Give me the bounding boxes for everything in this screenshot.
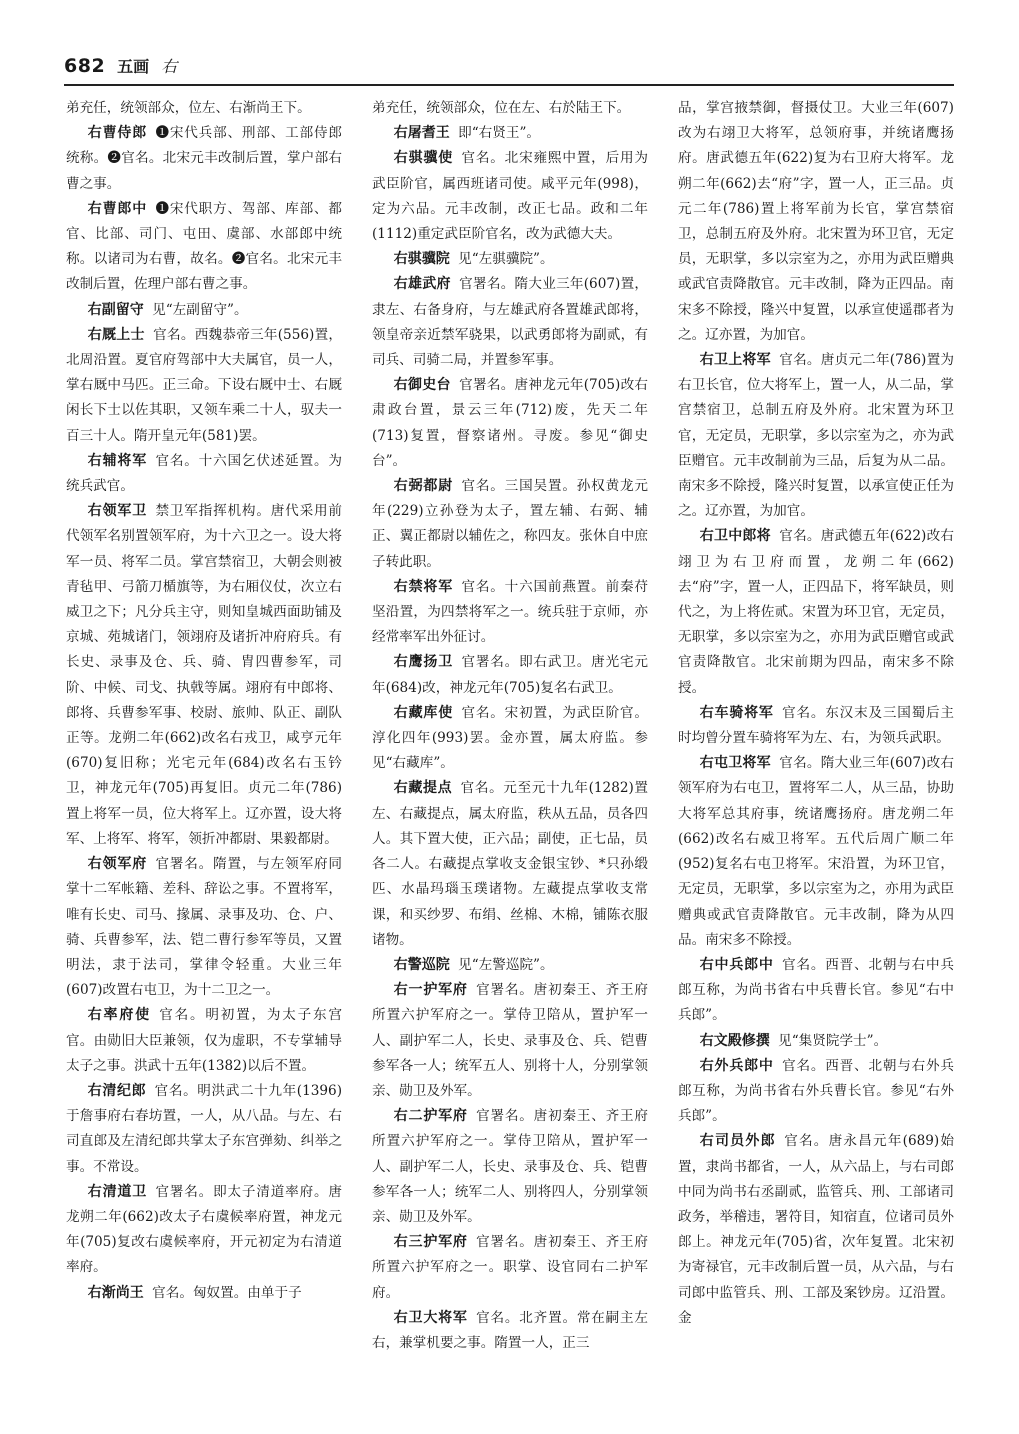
dictionary-entry <box>372 247 648 272</box>
entry-definition: 官名。明初置，为太子东宫官。由勋旧大臣兼领，仅为虚职，不专掌辅导太子之事。洪武十五年(1382)以后不置。 <box>66 1007 342 1074</box>
entry-headword: 右文殿修撰 <box>699 1032 770 1049</box>
dictionary-entry <box>678 953 954 1029</box>
dictionary-entry <box>678 701 954 751</box>
entry-headword: 右渐尚王 <box>87 1284 144 1301</box>
dictionary-entry <box>372 272 648 373</box>
entry-headword: 右卫上将军 <box>699 352 771 369</box>
dictionary-entry <box>66 323 342 449</box>
entry-headword: 右禁将军 <box>393 578 454 595</box>
entry-headword: 右清纪郎 <box>87 1082 147 1099</box>
entry-headword: 右藏提点 <box>393 780 453 797</box>
entry-headword: 右一护军府 <box>393 982 468 999</box>
entry-definition: 官署名。唐初秦王、齐王府所置六护军府之一。职掌、设官同右二护军府。 <box>372 1234 648 1301</box>
entry-definition: 官名。匈奴置。由单于子 <box>152 1284 302 1301</box>
entry-definition: 官名。唐永昌元年(689)始置，隶尚书都省，一人，从六品上，与右司郎中同为尚书右丞副贰，监管兵、刑、工部诸司政务，举稽违，署符目，知宿直，位诸司员外郎上。神龙元年(705)省，次年复置。北宋初为寄禄官，元丰改制后置一员，从六品，与右司郎中监管兵、刑、工部及案钞房。辽沿置。金 <box>678 1133 954 1326</box>
dictionary-entry <box>678 348 954 524</box>
entry-definition: 官署名。唐神龙元年(705)改右肃政台置，景云三年(712)废，先天二年(713)复置，督察诸州。寻废。参见“御史台”。 <box>372 377 648 469</box>
entry-headword: 右曹郎中 <box>87 200 148 217</box>
entry-definition: 禁卫军指挥机构。唐代采用前代领军名别置领军府，为十六卫之一。设大将军一员、将军二员。掌宫禁宿卫，大朝会则被青毡甲、弓箭刀楯旗等，为右厢仪仗，次立右威卫之下；凡分兵主守，则知皇城西面助铺及京城、苑城诸门，领翊府及诸折冲府府兵。有长史、录事及仓、兵、骑、胄四曹参军，司阶、中候、司戈、执戟等属。翊府有中郎将、郎将、兵曹参军事、校尉、旅帅、队正、副队正等。龙朔二年(662)改名右戎卫，咸亨元年(670)复旧称；光宅元年(684)改名右玉钤卫，神龙元年(705)再复旧。贞元二年(786)置上将军一员，位大将军上。辽亦置，设大将军、上将军、将军，领折冲都尉、果毅都尉。 <box>66 503 342 847</box>
entry-definition: 官署名。即右武卫。唐光宅元年(684)改，神龙元年(705)复名右武卫。 <box>372 654 648 696</box>
page-header <box>64 54 954 77</box>
head-character: 右 <box>161 57 178 76</box>
entry-headword: 右弼都尉 <box>393 478 454 495</box>
entry-headword: 右领军府 <box>87 856 148 873</box>
entry-headword: 右卫大将军 <box>393 1309 468 1326</box>
entry-headword: 右辅将军 <box>87 452 148 469</box>
entry-headword: 右骐骥使 <box>393 150 454 167</box>
entry-headword: 右屯卫将军 <box>699 755 771 772</box>
entry-definition: 官名。北齐置。常在嗣主左右，兼掌机要之事。隋置一人，正三 <box>372 1309 648 1351</box>
stroke-section-label: 五画 <box>117 57 150 76</box>
dictionary-entry <box>66 197 342 298</box>
entry-definition: 官署名。即太子清道率府。唐龙朔二年(662)改太子右虞候率府置，神龙元年(705)复改右虞候率府，开元初定为右清道率府。 <box>66 1183 342 1276</box>
entry-definition: 弟充任，统领部众，位在左、右於陆王下。 <box>372 100 631 116</box>
entry-definition: 官名。元至元十九年(1282)置左、右藏提点，属太府监，秩从五品，员各四人。其下置大使，正六品；副使，正七品，员各二人。右藏提点掌收支金银宝钞、*只孙缎匹、水晶玛瑙玉璞诸物。左藏提点掌收支常课，和买纱罗、布绢、丝棉、木棉，铺陈衣服诸物。 <box>372 780 648 948</box>
dictionary-entry <box>678 1129 954 1331</box>
entry-definition: 见“左副留守”。 <box>152 301 248 318</box>
entry-definition: 官名。明洪武二十九年(1396)于詹事府右春坊置，一人，从八品。与左、右司直郎及左清纪郎共掌太子东宫弹劾、纠举之事。不常设。 <box>66 1082 342 1175</box>
dictionary-entry <box>66 121 342 197</box>
entry-definition: 官名。西晋、北朝与右中兵郎互称，为尚书省右中兵曹长官。参见“右中兵郎”。 <box>678 956 954 1024</box>
entry-headword: 右领军卫 <box>87 503 148 520</box>
dictionary-entry <box>678 96 954 348</box>
dictionary-entry <box>372 978 648 1104</box>
entry-headword: 右卫中郎将 <box>699 528 771 545</box>
dictionary-body <box>66 96 954 1396</box>
entry-definition: 即“右贤王”。 <box>458 125 541 142</box>
entry-headword: 右三护军府 <box>393 1234 468 1251</box>
dictionary-entry <box>372 1230 648 1306</box>
dictionary-entry <box>66 1281 342 1306</box>
entry-definition: 官名。北宋雍熙中置，后用为武臣阶官，属西班诸司使。咸平元年(998)，定为六品。元丰改制，改正七品。政和二年(1112)重定武臣阶官名，改为武德大夫。 <box>372 150 648 243</box>
dictionary-entry <box>66 449 342 499</box>
entry-definition: 官署名。唐初秦王、齐王府所置六护军府之一。掌侍卫陪从，置护军一人、副护军二人，长史、录事及仓、兵、铠曹参军各一人；统军二人、别将四人，分别掌领亲、勋卫及外军。 <box>372 1108 648 1225</box>
dictionary-entry <box>66 852 342 1003</box>
entry-definition: 见“左骐骥院”。 <box>458 251 554 268</box>
entry-headword: 右清道卫 <box>87 1183 148 1200</box>
dictionary-entry <box>372 575 648 651</box>
dictionary-entry <box>66 499 342 852</box>
entry-headword: 右骐骥院 <box>393 251 450 268</box>
dictionary-entry <box>66 1079 342 1180</box>
dictionary-entry <box>372 1306 648 1356</box>
dictionary-entry <box>66 298 342 323</box>
dictionary-entry <box>678 751 954 953</box>
entry-definition: ❶宋代兵部、刑部、工部侍郎统称。❷官名。北宋元丰改制后置，掌户部右曹之事。 <box>66 125 342 192</box>
entry-headword: 右鹰扬卫 <box>393 654 454 671</box>
entry-headword: 右率府使 <box>87 1007 151 1024</box>
dictionary-entry <box>372 121 648 146</box>
entry-definition: 见“左警巡院”。 <box>458 956 554 973</box>
entry-headword: 右曹侍郎 <box>87 125 148 142</box>
entry-definition: 官名。东汉末及三国蜀后主时均曾分置车骑将军为左、右，为领兵武职。 <box>678 704 954 747</box>
entry-definition: 官名。唐武德五年(622)改右翊卫为右卫府而置，龙朔二年(662)去“府”字，置一人，正四品下，将军缺员，则代之，为上将佐贰。宋置为环卫官，无定员，无职掌，多以宗室为之，亦用为武臣赠官或武官责降散官。北宋前期为四品，南宋多不除授。 <box>678 528 954 696</box>
dictionary-entry <box>372 373 648 474</box>
entry-definition: 见“集贤院学士”。 <box>778 1032 888 1049</box>
dictionary-entry <box>372 96 648 121</box>
entry-headword: 右车骑将军 <box>699 704 774 721</box>
entry-definition: 官名。三国吴置。孙权黄龙元年(229)立孙登为太子，置左辅、右弼、辅正、翼正都尉以辅佐之，称四友。张休自中庶子转此职。 <box>372 478 648 570</box>
entry-definition: 官名。十六国前燕置。前秦苻坚沿置，为四禁将军之一。统兵驻于京师，亦经常率军出外征讨。 <box>372 578 648 646</box>
dictionary-entry <box>372 701 648 777</box>
dictionary-entry <box>372 146 648 247</box>
dictionary-entry <box>372 776 648 952</box>
entry-headword: 右屠耆王 <box>393 125 450 142</box>
entry-headword: 右雄武府 <box>393 276 451 293</box>
entry-headword: 右司员外郎 <box>699 1133 776 1150</box>
entry-definition: 官署名。隋置，与左领军府同掌十二军帐籍、差科、辞讼之事。不置将军，唯有长史、司马、掾属、录事及功、仓、户、骑、兵曹参军，法、铠二曹行参军等员，又置明法，隶于法司，掌律令轻重。大业三年(607)改置右屯卫，为十二卫之一。 <box>66 856 342 999</box>
entry-definition: 官名。宋初置，为武臣阶官。淳化四年(993)罢。金亦置，属太府监。参见“右藏库”。 <box>372 704 648 772</box>
entry-definition: 官名。隋大业三年(607)改右领军府为右屯卫，置将军二人，从三品，协助大将军总其府事，统诸鹰扬府。唐龙朔二年(662)改名右威卫将军。五代后周广顺二年(952)复名右屯卫将军。宋沿置，为环卫官，无定员，无职掌，多以宗室为之，亦用为武臣赠典或武官责降散官。元丰改制，降为从四品。南宋多不除授。 <box>678 755 954 948</box>
entry-headword: 右藏库使 <box>393 704 454 721</box>
entry-headword: 右警巡院 <box>393 956 450 973</box>
dictionary-entry <box>678 1029 954 1054</box>
dictionary-entry <box>678 524 954 700</box>
column-1 <box>66 96 342 1396</box>
entry-headword: 右厩上士 <box>87 326 145 343</box>
dictionary-entry <box>678 1054 954 1130</box>
dictionary-entry <box>66 1003 342 1079</box>
entry-headword: 右外兵郎中 <box>699 1057 774 1074</box>
entry-definition: 弟充任，统领部众，位左、右渐尚王下。 <box>66 100 311 116</box>
column-3 <box>678 96 954 1396</box>
dictionary-entry <box>372 1104 648 1230</box>
entry-definition: ❶宋代职方、驾部、库部、都官、比部、司门、屯田、虞部、水部郎中统称。以诸司为右曹，故名。❷官名。北宋元丰改制后置，佐理户部右曹之事。 <box>66 200 342 293</box>
header-rule <box>64 84 954 86</box>
dictionary-entry <box>372 650 648 700</box>
entry-definition: 官署名。唐初秦王、齐王府所置六护军府之一。掌侍卫陪从，置护军一人、副护军二人，长史、录事及仓、兵、铠曹参军各一人；统军五人、别将十人，分别掌领亲、勋卫及外军。 <box>372 982 648 1099</box>
entry-headword: 右副留守 <box>87 301 144 318</box>
entry-definition: 官名。唐贞元二年(786)置为右卫长官，位大将军上，置一人，从二品，掌宫禁宿卫，总制五府及外府。北宋置为环卫官，无定员，无职掌，多以宗室为之，亦为武臣赠官。元丰改制前为三品，后复为从二品。南宋多不除授，隆兴时复置，以承宣使正任为之。辽亦置，为加官。 <box>678 352 954 520</box>
dictionary-entry <box>372 474 648 575</box>
column-2 <box>372 96 648 1396</box>
entry-definition: 品，掌宫掖禁御，督摄仗卫。大业三年(607)改为右翊卫大将军，总领府事，并统诸鹰扬府。唐武德五年(622)复为右卫府大将军。龙朔二年(662)去“府”字，置一人，正三品。贞元二年(786)置上将军前为长官，掌宫禁宿卫，总制五府及外府。北宋置为环卫官，无定员，无职掌，多以宗室为之，亦用为武臣赠典或武官责降散官。元丰改制，降为正四品。南宋多不除授，隆兴中复置，以承宣使遥郡者为之。辽亦置，为加官。 <box>678 100 954 343</box>
entry-definition: 官名。西魏恭帝三年(556)置，北周沿置。夏官府驾部中大夫属官，员一人，掌右厩中马匹。正三命。下设右厩中士、右厩闲长下士以佐其职，又领车乘二十人，驭夫一百三十人。隋开皇元年(581)罢。 <box>66 326 342 444</box>
dictionary-entry <box>66 1180 342 1281</box>
entry-definition: 官名。西晋、北朝与右外兵郎互称，为尚书省右外兵曹长官。参见“右外兵郎”。 <box>678 1057 954 1125</box>
entry-definition: 官署名。隋大业三年(607)置，隶左、右备身府，与左雄武府各置雄武郎将，领皇帝亲近禁军骁果，以武勇郎将为副贰，有司兵、司骑二局，并置参军事。 <box>372 276 648 369</box>
dictionary-entry <box>372 953 648 978</box>
entry-definition: 官名。十六国乞伏述延置。为统兵武官。 <box>66 452 342 495</box>
page-number: 682 <box>64 55 106 77</box>
dictionary-entry <box>66 96 342 121</box>
entry-headword: 右御史台 <box>393 377 451 394</box>
entry-headword: 右二护军府 <box>393 1108 468 1125</box>
entry-headword: 右中兵郎中 <box>699 956 774 973</box>
